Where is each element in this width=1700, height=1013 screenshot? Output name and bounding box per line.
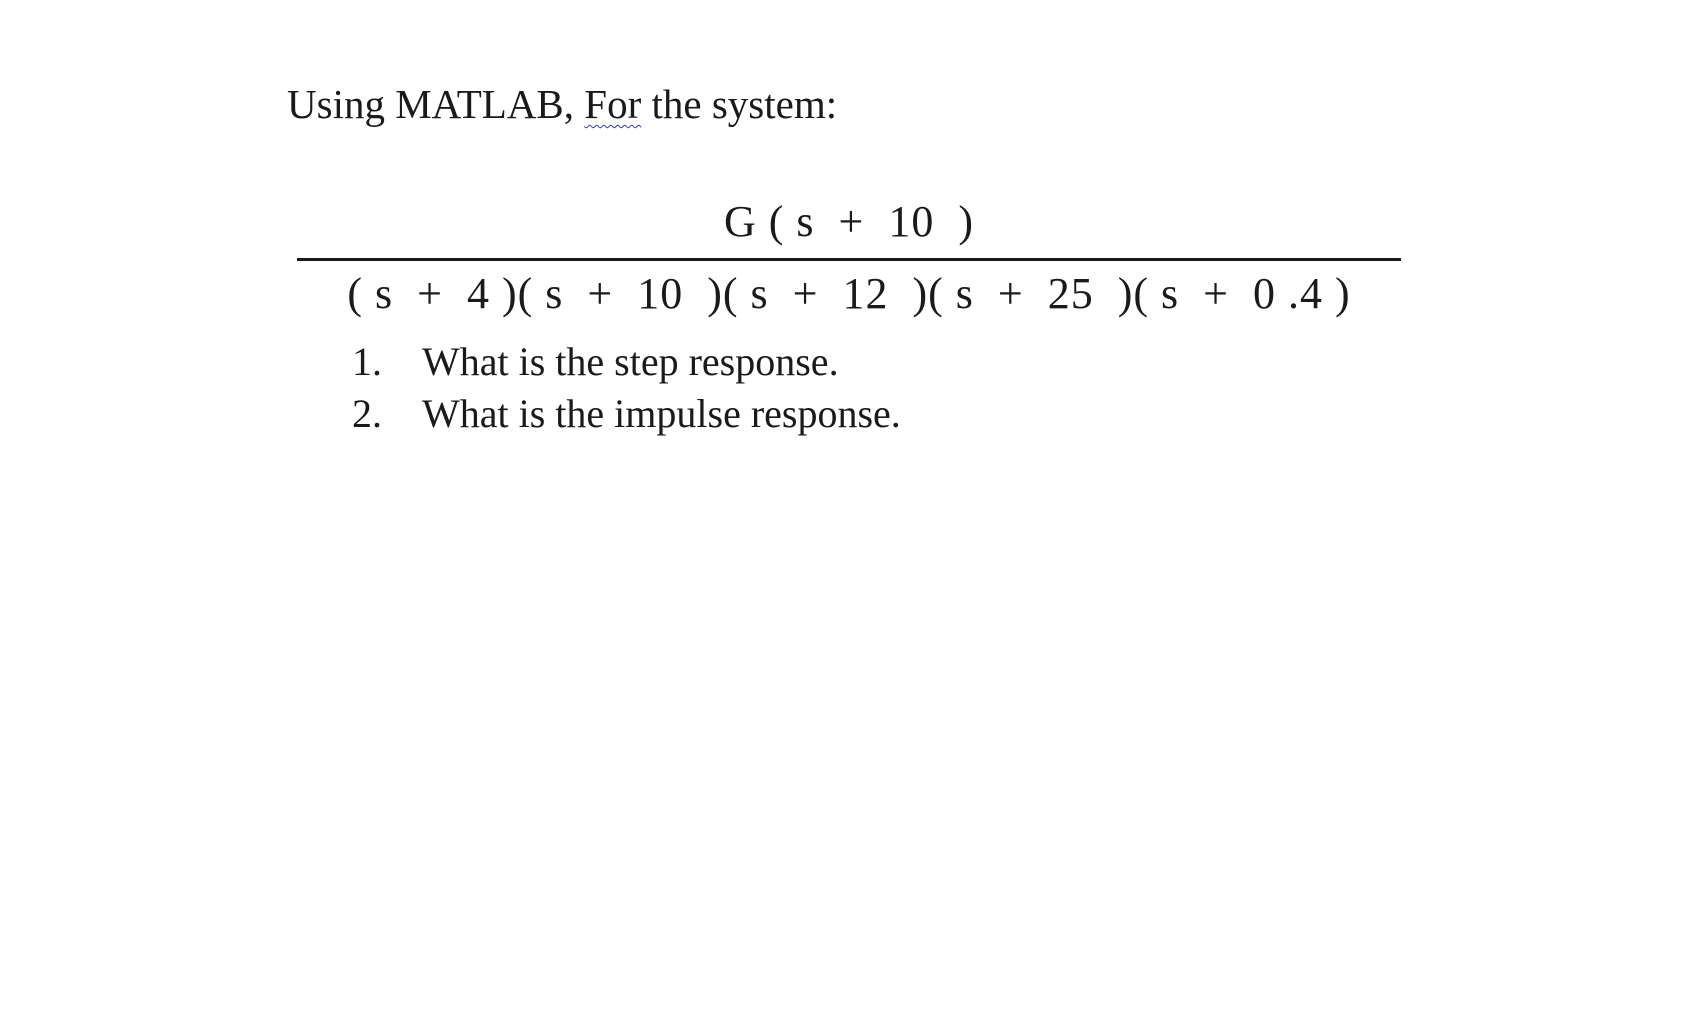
question-text: What is the step response. xyxy=(422,339,839,384)
question-list xyxy=(352,336,901,440)
question-text: What is the impulse response. xyxy=(422,391,901,436)
list-item xyxy=(352,336,901,388)
intro-text xyxy=(287,82,837,127)
list-item xyxy=(352,388,901,440)
fraction-bar xyxy=(297,258,1401,261)
question-number: 1. xyxy=(352,339,382,384)
equation-numerator: G ( s + 10 ) xyxy=(723,197,975,246)
intro-prefix: Using MATLAB, xyxy=(287,81,585,127)
spellcheck-flagged-word: For xyxy=(584,81,642,127)
equation-denominator: ( s + 4 )( s + 10 )( s + 12 )( s + 25 )( s + 0 .4 ) xyxy=(347,269,1351,318)
question-number: 2. xyxy=(352,391,382,436)
intro-suffix: the system: xyxy=(641,81,838,127)
